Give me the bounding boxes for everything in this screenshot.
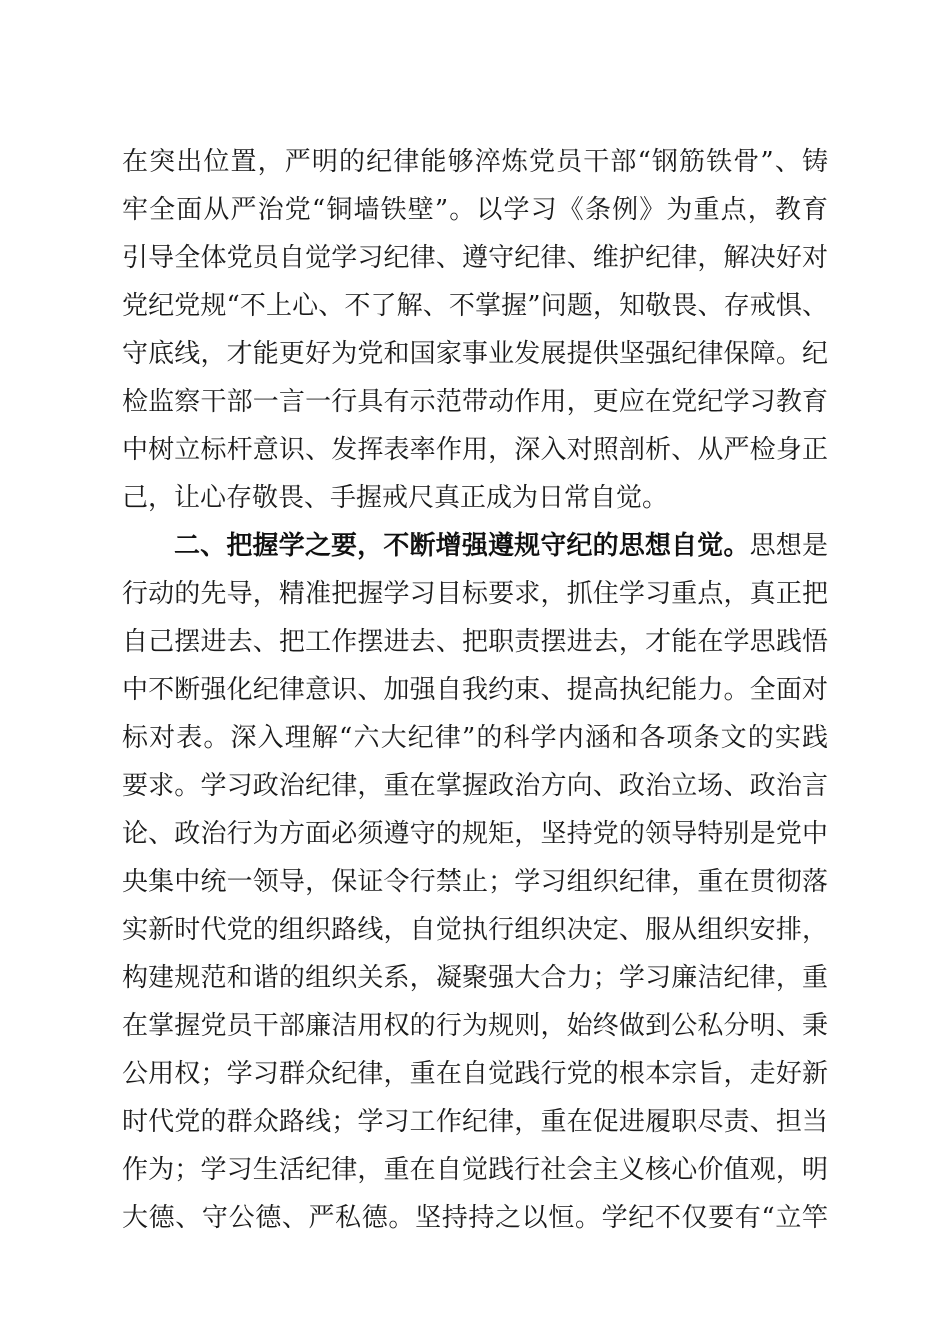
- text-line: 中不断强化纪律意识、加强自我约束、提高执纪能力。全面对: [122, 675, 828, 705]
- text-line: 大德、守公德、严私德。坚持持之以恒。学纪不仅要有“立竿: [122, 1203, 828, 1233]
- text-line: 公用权；学习群众纪律，重在自觉践行党的根本宗旨，走好新: [122, 1059, 828, 1089]
- text-line: 论、政治行为方面必须遵守的规矩，坚持党的领导特别是党中: [122, 819, 828, 849]
- text-line: 中树立标杆意识、发挥表率作用，深入对照剖析、从严检身正: [122, 435, 828, 465]
- text-line: 标对表。深入理解“六大纪律”的科学内涵和各项条文的实践: [122, 723, 828, 753]
- section-heading: 二、把握学之要，不断增强遵规守纪的思想自觉。: [174, 531, 750, 561]
- text-line: 自己摆进去、把工作摆进去、把职责摆进去，才能在学思践悟: [122, 627, 828, 657]
- text-span: 思想是: [749, 531, 828, 561]
- text-line: 要求。学习政治纪律，重在掌握政治方向、政治立场、政治言: [122, 771, 828, 801]
- text-line: 引导全体党员自觉学习纪律、遵守纪律、维护纪律，解决好对: [122, 243, 828, 273]
- document-body: [122, 138, 828, 1242]
- text-line: 时代党的群众路线；学习工作纪律，重在促进履职尽责、担当: [122, 1107, 828, 1137]
- text-line: 构建规范和谐的组织关系，凝聚强大合力；学习廉洁纪律，重: [122, 963, 828, 993]
- text-line: 实新时代党的组织路线，自觉执行组织决定、服从组织安排，: [122, 915, 828, 945]
- text-line: 牢全面从严治党“铜墙铁壁”。以学习《条例》为重点，教育: [122, 195, 828, 225]
- text-line: 检监察干部一言一行具有示范带动作用，更应在党纪学习教育: [122, 387, 828, 417]
- text-line: 守底线，才能更好为党和国家事业发展提供坚强纪律保障。纪: [122, 339, 828, 369]
- paragraph-2: [122, 522, 828, 1242]
- text-line: 行动的先导，精准把握学习目标要求，抓住学习重点，真正把: [122, 579, 828, 609]
- text-line: 己，让心存敬畏、手握戒尺真正成为日常自觉。: [122, 483, 669, 513]
- paragraph-1: [122, 138, 828, 522]
- text-line: 党纪党规“不上心、不了解、不掌握”问题，知敬畏、存戒惧、: [122, 291, 828, 321]
- text-line: 作为；学习生活纪律，重在自觉践行社会主义核心价值观，明: [122, 1155, 828, 1185]
- text-line: 央集中统一领导，保证令行禁止；学习组织纪律，重在贯彻落: [122, 867, 828, 897]
- paragraph-2-first-line: [122, 522, 828, 570]
- text-line: 在掌握党员干部廉洁用权的行为规则，始终做到公私分明、秉: [122, 1011, 828, 1041]
- text-line: 在突出位置，严明的纪律能够淬炼党员干部“钢筋铁骨”、铸: [122, 147, 828, 177]
